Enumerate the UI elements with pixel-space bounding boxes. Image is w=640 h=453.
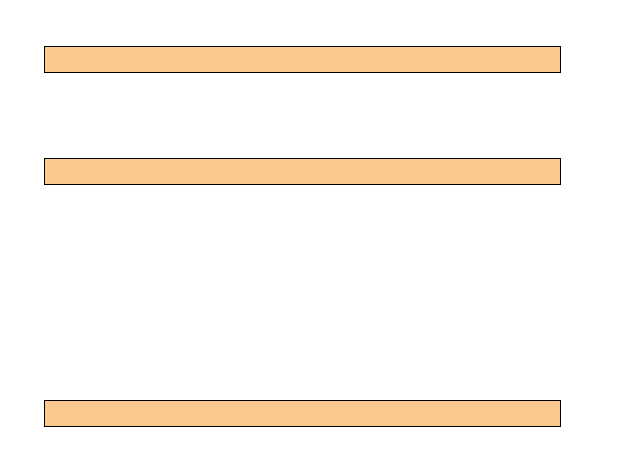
section-banner-1-24: [44, 158, 561, 185]
section-banner-escuderies: [44, 400, 561, 427]
section-banner-n-inf: [44, 46, 561, 73]
